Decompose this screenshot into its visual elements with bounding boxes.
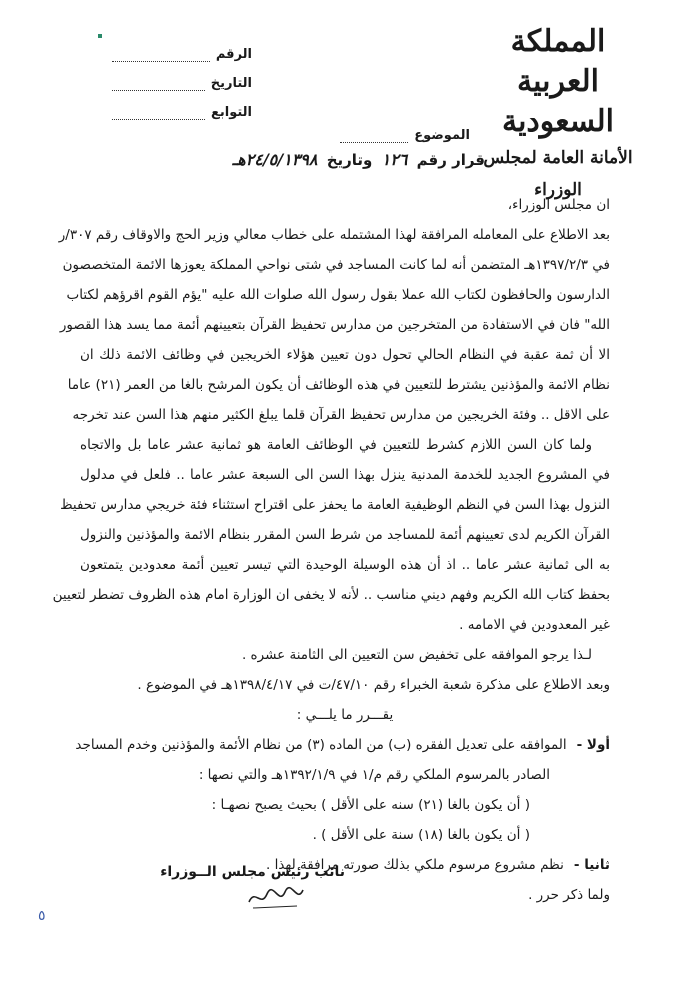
body-line: بحفظ كتاب الله الكريم وفهم ديني مناسب .. لأنه لا يخفى ان الوزارة امام هذه الظروف تضطر لتعيين <box>52 587 610 603</box>
body-line: على الاقل .. وفئة الخريجين من مدارس تحفيظ القرآن قلما يبلغ الكثير منهم هذا السن عند تخرجه <box>72 407 610 423</box>
body-line: في ١٣٩٧/٢/٣هـ المتضمن أنه لما كانت المساجد في شتى نواحي المملكة يعوزها الائمة المتخصصون <box>62 257 610 273</box>
date-line <box>112 76 205 91</box>
signatory-title: نائب رئيس مجلس الــوزراء <box>160 864 345 880</box>
clause-second-text: نظم مشروع مرسوم ملكي بذلك صورته مرافقة لهذا . <box>266 857 564 873</box>
number-label: الرقم <box>215 47 252 62</box>
review-line: وبعد الاطلاع على مذكرة شعبة الخبراء رقم ٤٧/١٠/ت في ١٣٩٨/٤/١٧هـ في الموضوع . <box>137 677 610 693</box>
body-line: ولما كان السن اللازم كشرط للتعيين في الوظائف العامة هو ثمانية عشر عاما بل والاتجاه <box>80 437 592 453</box>
letterhead-office: الأمانة العامة لمجلس الوزراء <box>483 148 633 200</box>
body-line: به الى ثمانية عشر عاما .. اذ أن هذه الوسيلة الوحيدة التي تيسر تعيين أئمة معدودين يتمتعون <box>80 557 610 573</box>
corner-mark <box>98 34 102 38</box>
closing-line: ولما ذكر حرر . <box>528 887 610 903</box>
body-line: في المشروع الجديد للخدمة المدنية ينزل بهذا السن الى السبعة عشر عاما .. فلعل في مدلول <box>80 467 610 483</box>
page-number: ٥ <box>38 908 46 924</box>
clause-second-number: ثانيا - <box>573 857 610 873</box>
date-field <box>112 65 252 91</box>
clause-first-text: الموافقه على تعديل الفقره (ب) من الماده (٣) من نظام الأئمة والمؤذنين وخدم المساجد <box>75 737 567 753</box>
decision-prefix: قرار رقم <box>416 151 485 169</box>
number-field <box>112 36 252 62</box>
attachments-label: التوابع <box>210 105 252 120</box>
body-line: الا أن ثمة عقبة في النظام الحالي تحول دون تعيين هؤلاء الخريجين في وظائف الائمة ذلك ان <box>80 347 610 363</box>
body-line: غير المعدودين في الامامه . <box>459 617 610 633</box>
reference-fields <box>112 36 252 123</box>
body-line: الله" فان في الاستفادة من المتخرجين من مدارس تحفيظ القرآن بتعيينهم أئمة مما يسد هذا القصور <box>59 317 610 333</box>
clause-first <box>75 736 610 766</box>
subject-line <box>340 128 408 143</box>
body-line: النزول بهذا السن في النظم الوظيفية العامة ما يحفز على اقتراح استثناء فئة خريجي مدارس تحفيظ <box>60 497 610 513</box>
request-line: لـذا يرجو الموافقه على تخفيض سن التعيين الى الثامنة عشره . <box>241 647 592 663</box>
letterhead-emblem <box>468 22 648 206</box>
clause-first-number: أولا - <box>576 737 610 753</box>
subject-field <box>340 128 470 143</box>
body-line: نظام الائمة والمؤذنين يشترط للتعيين في هذه الوظائف أن يكون المرشح بالغا من العمر (٢١) عاما <box>67 377 610 393</box>
document-body <box>52 196 610 916</box>
body-line: القرآن الكريم لدى تعيينهم أئمة للمساجد من شرط السن المقرر بنظام الائمة والمؤذنين والنزول <box>80 527 610 543</box>
new-text-quote: ( أن يكون بالغا (١٨) سنة على الأقل ) . <box>312 827 530 843</box>
subject-label: الموضوع <box>414 128 470 143</box>
decision-date: ٢٤/٥/١٣٩٨هـ <box>232 150 318 169</box>
letterhead-country: المملكة العربية السعودية <box>501 24 614 139</box>
number-line <box>112 47 210 62</box>
decision-date-prefix: وتاريخ <box>326 151 373 169</box>
old-text-quote: ( أن يكون بالغا (٢١) سنه على الأقل ) بحيث يصبح نصهـا : <box>211 797 530 813</box>
clause-first-continued: الصادر بالمرسوم الملكي رقم م/١ في ١٣٩٢/١/٩هـ والتي نصها : <box>198 767 550 783</box>
decision-number: ١٢٦ <box>381 150 408 169</box>
signature-block <box>160 864 345 916</box>
handwritten-signature <box>245 882 305 912</box>
decision-heading <box>229 150 486 169</box>
body-line: ان مجلس الوزراء، <box>507 197 610 213</box>
attachments-line <box>112 105 205 120</box>
attachments-field <box>112 94 252 120</box>
decides-heading: يقـــرر ما يلـــي : <box>296 707 394 723</box>
body-line: الدارسون والحافظون لكتاب الله عملا بقول رسول الله صلوات الله عليه "يؤم القوم اقرؤهم لكتاب <box>66 287 610 303</box>
body-line: بعد الاطلاع على المعامله المرافقة لهذا المشتمله على خطاب معالي وزير الحج والاوقاف رقم ٣٠٧/ر <box>58 227 610 243</box>
date-label: التاريخ <box>210 76 252 91</box>
